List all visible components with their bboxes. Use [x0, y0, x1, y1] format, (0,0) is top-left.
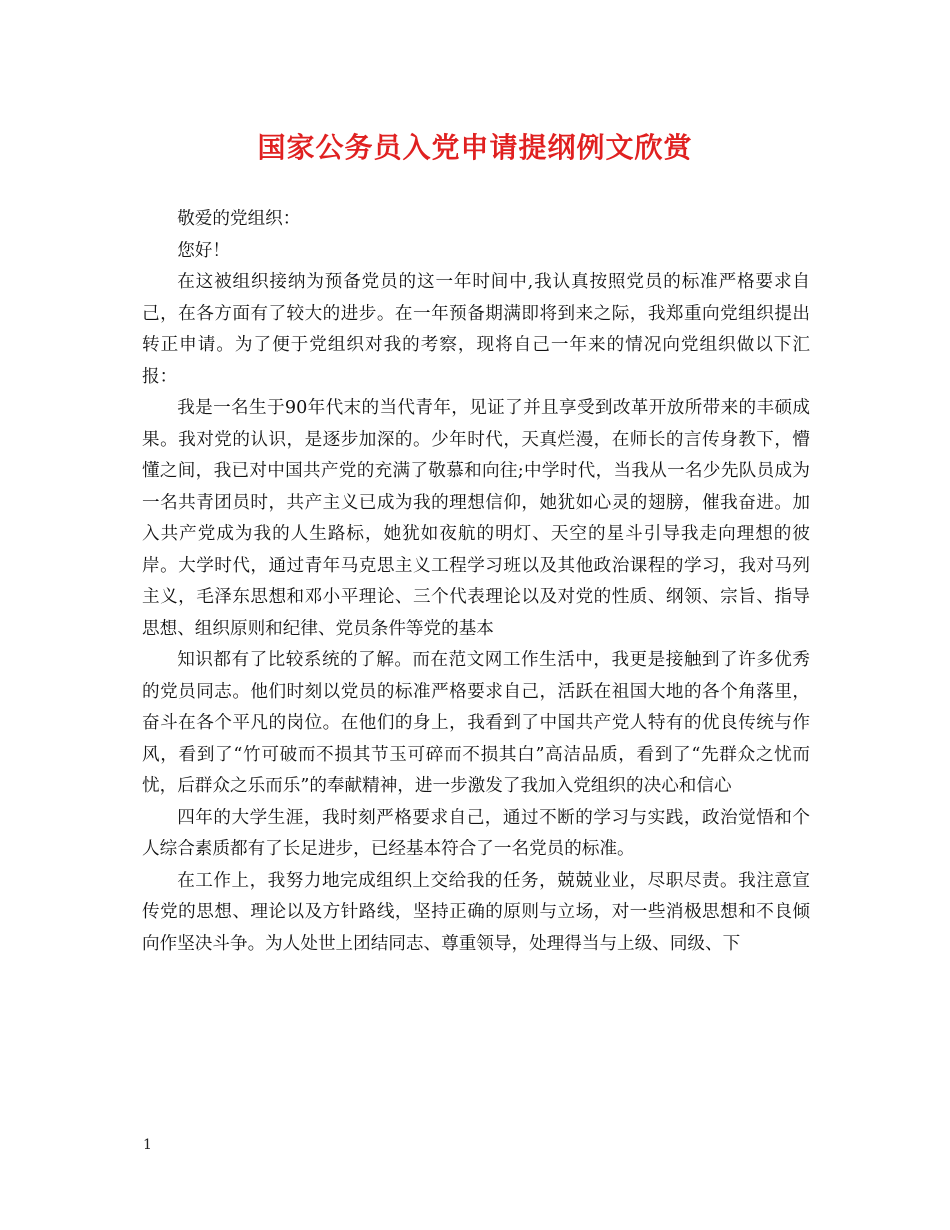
- paragraph: 在工作上，我努力地完成组织上交给我的任务，兢兢业业，尽职尽责。我注意宣传党的思想、理论以及方针路线，坚持正确的原则与立场，对一些消极思想和不良倾向作坚决斗争。为人处世上团结同志、尊重领导，处理得当与上级、同级、下: [142, 870, 810, 954]
- document-title: 国家公务员入党申请提纲例文欣赏: [257, 131, 693, 164]
- page-number: 1: [143, 1137, 152, 1153]
- paragraph: 知识都有了比较系统的了解。而在范文网工作生活中，我更是接触到了许多优秀的党员同志。他们时刻以党员的标准严格要求自己，活跃在祖国大地的各个角落里，奋斗在各个平凡的岗位。在他们的身上，我看到了中国共产党人特有的优良传统与作风，看到了“竹可破而不损其节玉可碎而不损其白”高洁品质，看到了“先群众之忧而忧，后群众之乐而乐”的奉献精神，进一步激发了我加入党组织的决心和信心: [142, 650, 810, 796]
- paragraph: 四年的大学生涯，我时刻严格要求自己，通过不断的学习与实践，政治觉悟和个人综合素质都有了长足进步，已经基本符合了一名党员的标准。: [142, 807, 810, 859]
- paragraph: 在这被组织接纳为预备党员的这一年时间中,我认真按照党员的标准严格要求自己，在各方面有了较大的进步。在一年预备期满即将到来之际，我郑重向党组织提出转正申请。为了便于党组织对我的考察，现将自己一年来的情况向党组织做以下汇报：: [142, 272, 810, 387]
- salutation: 敬爱的党组织：: [177, 209, 301, 229]
- document-body: [142, 204, 810, 960]
- greeting: 您好！: [177, 240, 230, 261]
- paragraph: 我是一名生于90年代末的当代青年，见证了并且享受到改革开放所带来的丰硕成果。我对党的认识，是逐步加深的。少年时代，天真烂漫，在师长的言传身教下，懵懂之间，我已对中国共产党的充满了敬慕和向往;中学时代，当我从一名少先队员成为一名共青团员时，共产主义已成为我的理想信仰，她犹如心灵的翅膀，催我奋进。加入共产党成为我的人生路标，她犹如夜航的明灯、天空的星斗引导我走向理想的彼岸。大学时代，通过青年马克思主义工程学习班以及其他政治课程的学习，我对马列主义，毛泽东思想和邓小平理论、三个代表理论以及对党的性质、纲领、宗旨、指导思想、组织原则和纪律、党员条件等党的基本: [142, 398, 810, 639]
